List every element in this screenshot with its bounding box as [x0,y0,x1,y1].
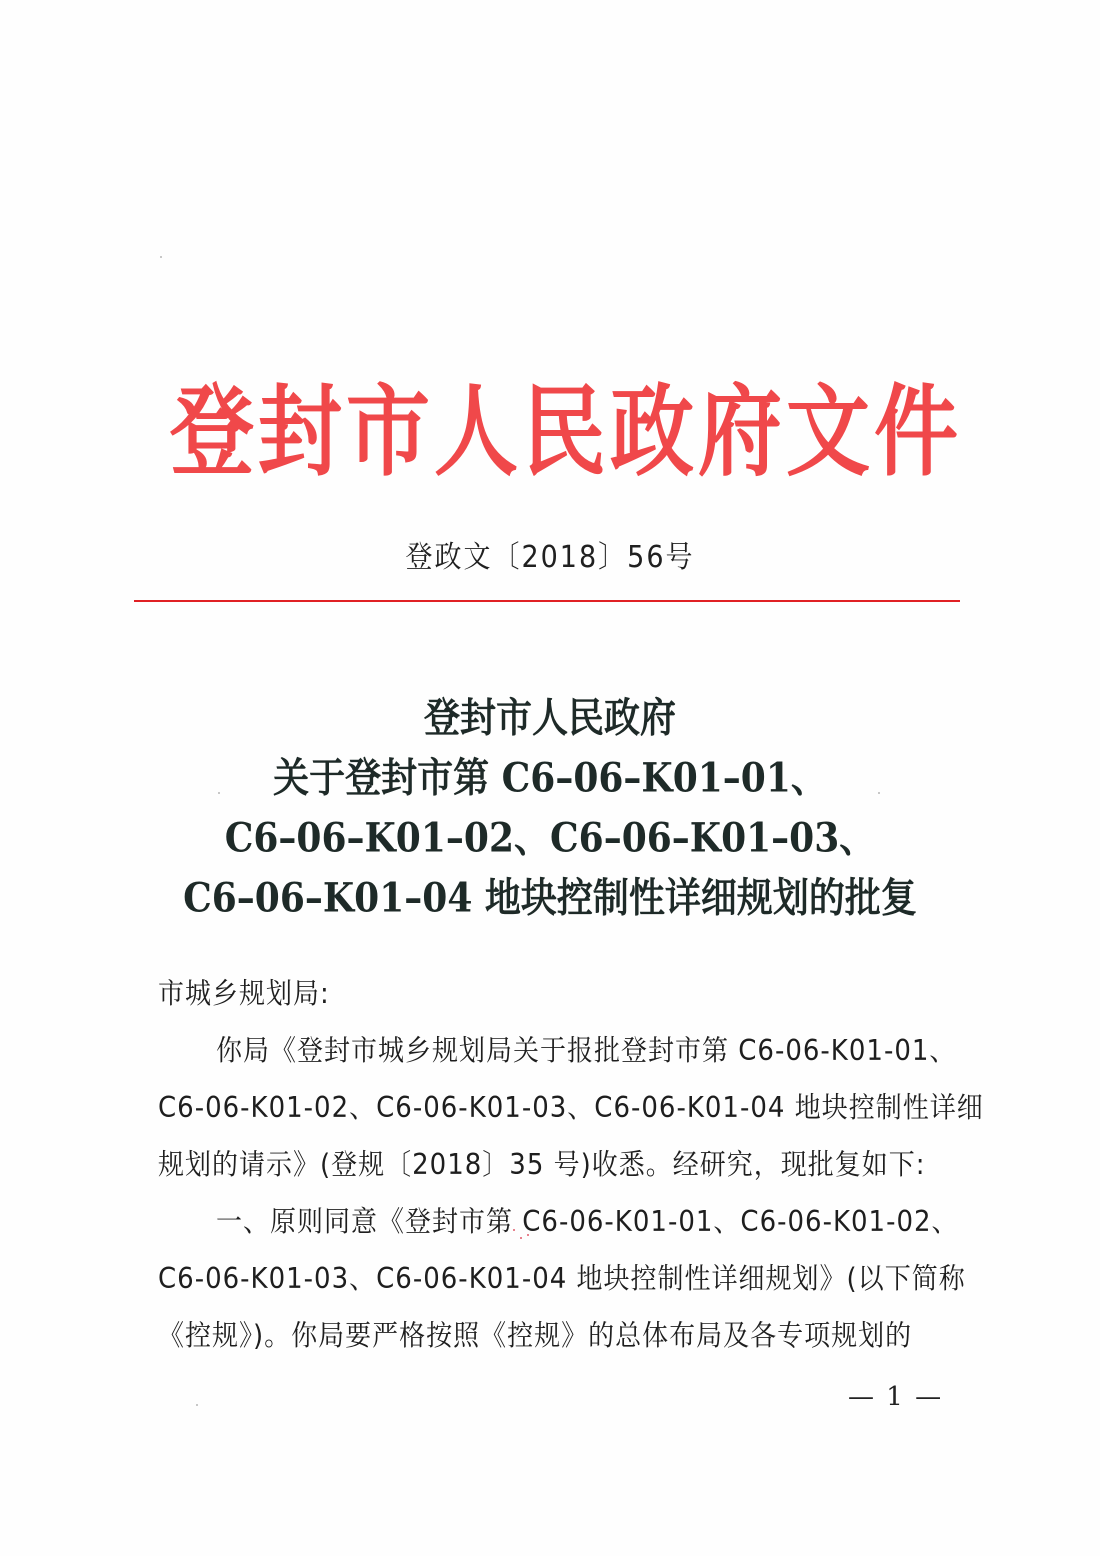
document-body [158,966,984,1365]
title-line-1: 登封市人民政府 [423,694,676,742]
document-title [0,688,1100,928]
title-line-3: C6–06–K01–02、C6–06–K01–03、 [224,814,876,862]
body-line-5: C6-06-K01-03、C6-06-K01-04 地块控制性详细规划》(以下简称 [158,1262,966,1296]
red-divider-line [134,600,960,602]
scan-speck [196,1404,198,1406]
body-line-6: 《控规》)。你局要严格按照《控规》的总体布局及各专项规划的 [158,1319,913,1353]
title-line-4: C6–06–K01–04 地块控制性详细规划的批复 [183,874,917,922]
body-line-2: C6-06-K01-02、C6-06-K01-03、C6-06-K01-04 地块控制性详细 [158,1091,984,1125]
body-line-1: 你局《登封市城乡规划局关于报批登封市第 C6-06-K01-01、 [216,1034,957,1068]
document-masthead: 登封市人民政府文件 [170,372,963,490]
body-line-4: 一、原则同意《登封市第 C6-06-K01-01、C6-06-K01-02、 [216,1205,959,1239]
document-number: 登政文〔2018〕56号 [405,540,695,575]
scan-speck [160,256,162,258]
body-line-3: 规划的请示》(登规〔2018〕35 号)收悉。经研究，现批复如下: [158,1148,926,1182]
title-line-2: 关于登封市第 C6–06–K01–01、 [273,754,827,802]
addressee: 市城乡规划局: [158,977,330,1011]
page-number: — 1 — [848,1382,944,1412]
